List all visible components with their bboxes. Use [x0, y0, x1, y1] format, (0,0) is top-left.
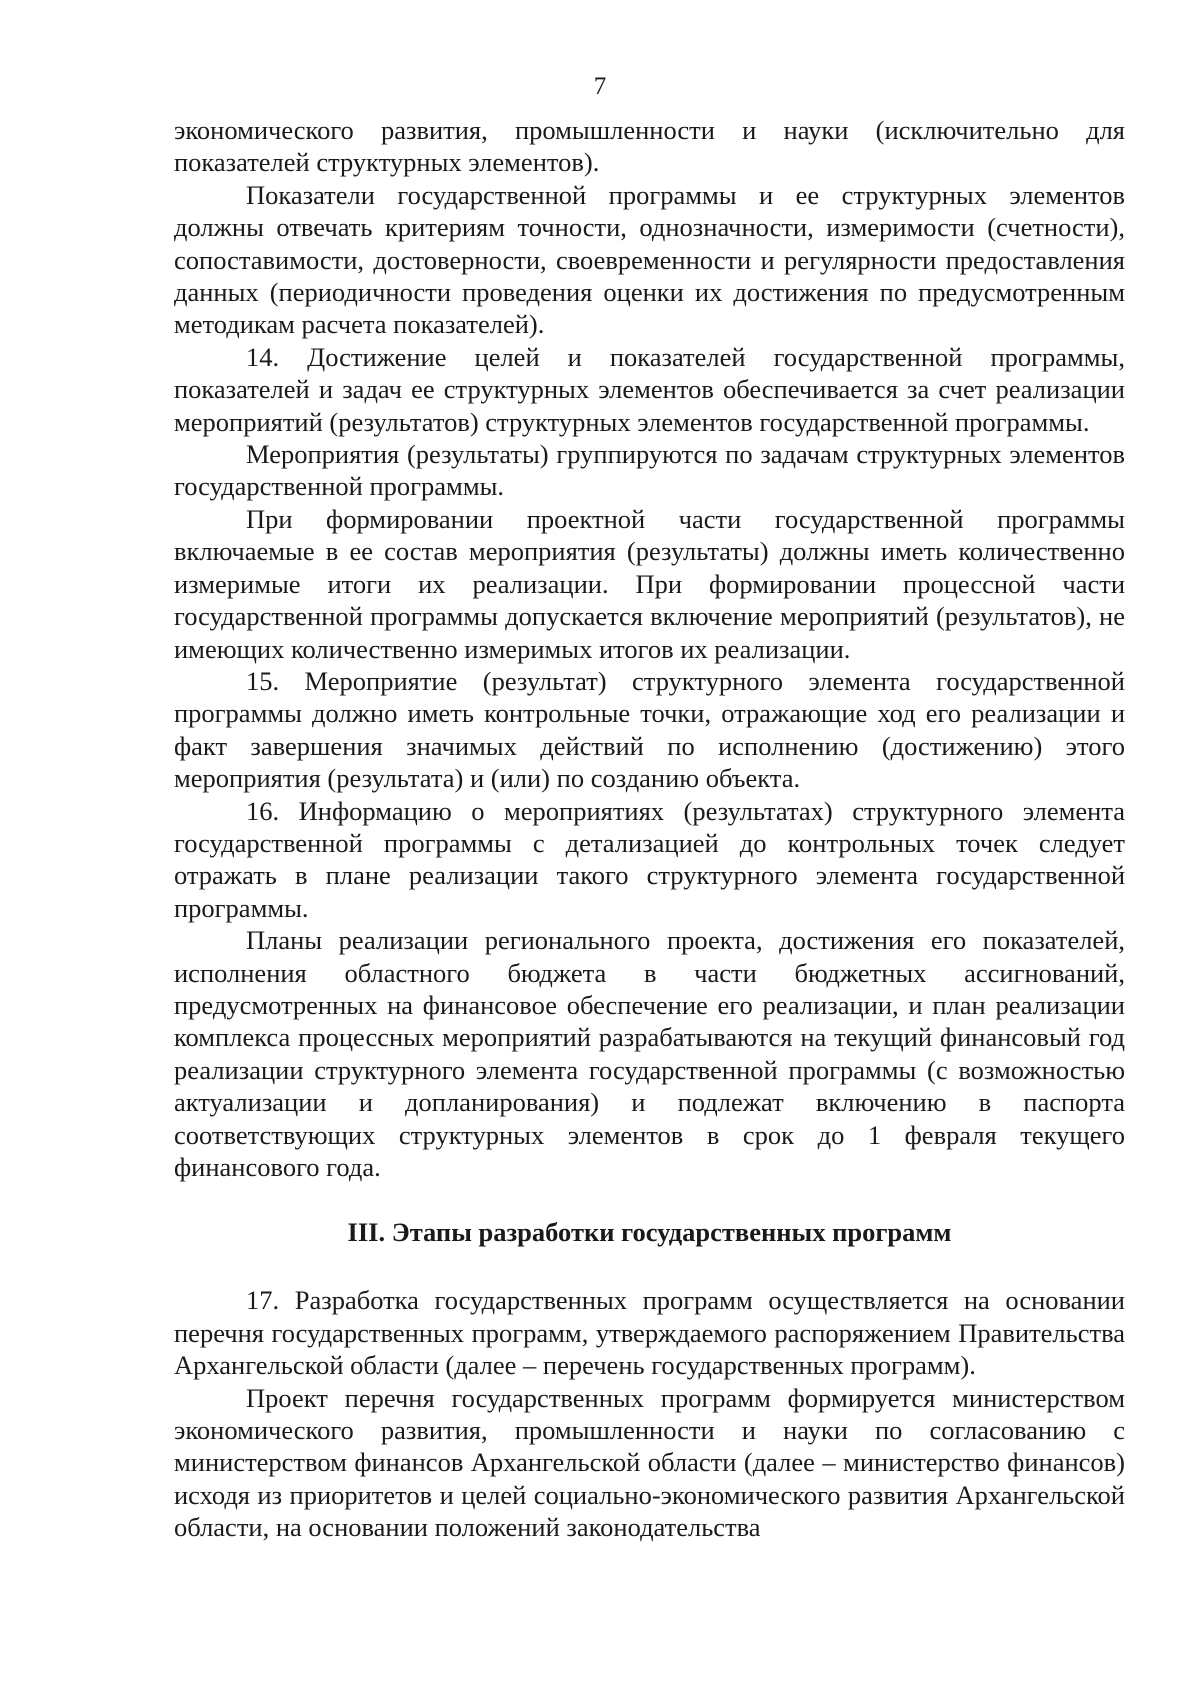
- paragraph: Проект перечня государственных программ формируется министерством экономического развития, промышленности и науки по согласованию с министерством финансов Архангельской области (далее – министерство финансов) исходя из приоритетов и целей социально-экономического развития Архангельской области, на основании положений законодательства: [174, 1382, 1125, 1543]
- paragraph: экономического развития, промышленности и науки (исключительно для показателей структурных элементов).: [174, 115, 1125, 178]
- paragraph: 17. Разработка государственных программ осуществляется на основании перечня государственных программ, утверждаемого распоряжением Правительства Архангельской области (далее – перечень государственных программ).: [174, 1285, 1125, 1381]
- paragraph: 16. Информацию о мероприятиях (результатах) структурного элемента государственной программы с детализацией до контрольных точек следует отражать в плане реализации такого структурного элемента государственной программы.: [174, 795, 1125, 923]
- paragraph: 14. Достижение целей и показателей государственной программы, показателей и задач ее структурных элементов обеспечивается за счет реализации мероприятий (результатов) структурных элементов государственной программы.: [174, 341, 1125, 437]
- page-number: 7: [593, 73, 607, 100]
- section-heading: III. Этапы разработки государственных программ: [347, 1217, 952, 1248]
- paragraph: Планы реализации регионального проекта, достижения его показателей, исполнения областного бюджета в части бюджетных ассигнований, предусмотренных на финансовое обеспечение его реализации, и план реализации комплекса процессных мероприятий разрабатываются на текущий финансовый год реализации структурного элемента государственной программы (с возможностью актуализации и допланирования) и подлежат включению в паспорта соответствующих структурных элементов в срок до 1 февраля текущего финансового года.: [174, 925, 1125, 1182]
- document-body: [174, 114, 1125, 1544]
- paragraph: Мероприятия (результаты) группируются по задачам структурных элементов государственной программы.: [174, 439, 1125, 502]
- paragraph: При формировании проектной части государственной программы включаемые в ее состав мероприятия (результаты) должны иметь количественно измеримые итоги их реализации. При формировании процессной части государственной программы допускается включение мероприятий (результатов), не имеющих количественно измеримых итогов их реализации.: [174, 503, 1125, 664]
- paragraph: Показатели государственной программы и ее структурных элементов должны отвечать критериям точности, однозначности, измеримости (счетности), сопоставимости, достоверности, своевременности и регулярности предоставления данных (периодичности проведения оценки их достижения по предусмотренным методикам расчета показателей).: [174, 179, 1125, 340]
- paragraph: 15. Мероприятие (результат) структурного элемента государственной программы должно иметь контрольные точки, отражающие ход его реализации и факт завершения значимых действий по исполнению (достижению) этого мероприятия (результата) и (или) по созданию объекта.: [174, 665, 1125, 794]
